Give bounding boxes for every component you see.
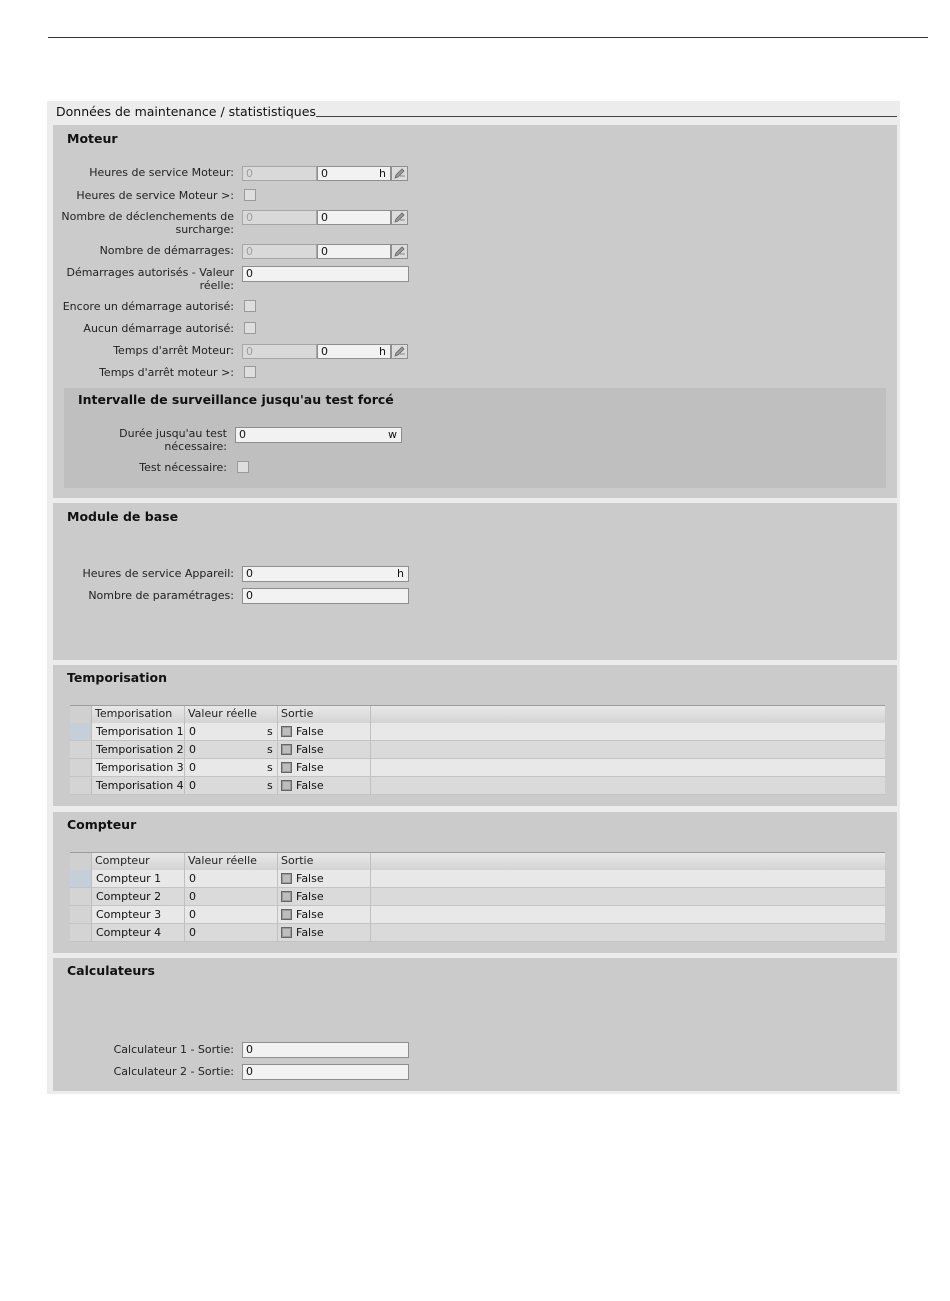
unit-hours: h <box>379 167 386 180</box>
row-header[interactable] <box>70 723 92 740</box>
column-separator <box>370 723 371 740</box>
column-separator <box>370 888 371 905</box>
output-indicator-icon <box>281 873 292 884</box>
heures-service-moteur-value: 0 <box>321 167 328 180</box>
col-header-sortie[interactable]: Sortie <box>281 707 314 720</box>
timer-name: Temporisation 2 <box>96 743 184 756</box>
counter-output: False <box>296 872 324 885</box>
edit-declenchements-button[interactable] <box>391 210 408 225</box>
counter-output: False <box>296 926 324 939</box>
edit-demarrages-button[interactable] <box>391 244 408 259</box>
column-separator <box>277 870 278 887</box>
counter-value: 0 <box>189 890 196 903</box>
row-header[interactable] <box>70 759 92 776</box>
section-module-base <box>53 503 897 660</box>
duree-test-field[interactable] <box>235 427 402 443</box>
timer-unit: s <box>267 779 273 792</box>
column-separator <box>370 777 371 794</box>
heures-service-moteur-gt-checkbox[interactable] <box>244 189 256 201</box>
table-row[interactable] <box>70 888 885 906</box>
edit-pencil-icon <box>394 168 406 179</box>
column-separator <box>184 853 185 871</box>
compteur-table-header <box>70 852 885 872</box>
table-row[interactable] <box>70 723 885 741</box>
column-separator <box>277 888 278 905</box>
table-row[interactable] <box>70 741 885 759</box>
heures-service-moteur-input[interactable] <box>317 166 391 181</box>
edit-pencil-icon <box>394 212 406 223</box>
label-heures-service-moteur-gt: Heures de service Moteur >: <box>76 189 234 202</box>
output-indicator-icon <box>281 927 292 938</box>
edit-pencil-icon <box>394 246 406 257</box>
label-test-necessaire: Test nécessaire: <box>139 461 227 474</box>
compteur-table <box>70 852 885 941</box>
column-separator <box>370 741 371 758</box>
output-indicator-icon <box>281 762 292 773</box>
timer-output: False <box>296 761 324 774</box>
edit-heures-service-button[interactable] <box>391 166 408 181</box>
column-separator <box>277 706 278 724</box>
timer-unit: s <box>267 761 273 774</box>
counter-name: Compteur 3 <box>96 908 162 921</box>
demarrages-readonly: 0 <box>242 244 317 259</box>
heures-service-moteur-readonly: 0 <box>242 166 317 181</box>
timer-output: False <box>296 725 324 738</box>
test-necessaire-checkbox[interactable] <box>237 461 249 473</box>
top-divider <box>48 37 928 38</box>
column-separator <box>184 759 185 776</box>
column-separator <box>277 759 278 776</box>
timer-name: Temporisation 3 <box>96 761 184 774</box>
column-separator <box>370 924 371 941</box>
duree-test-value: 0 <box>239 428 246 441</box>
column-separator <box>184 723 185 740</box>
section-temporisation-title: Temporisation <box>67 670 167 685</box>
row-header[interactable] <box>70 741 92 758</box>
subsection-intervalle-title: Intervalle de surveillance jusqu'au test forcé <box>78 392 394 407</box>
encore-un-demarrage-checkbox[interactable] <box>244 300 256 312</box>
counter-name: Compteur 4 <box>96 926 162 939</box>
col-header-valeur-reelle[interactable]: Valeur réelle <box>188 854 257 867</box>
panel-title-rule <box>316 116 897 117</box>
temps-arret-moteur-gt-checkbox[interactable] <box>244 366 256 378</box>
calculateur-1-field[interactable]: 0 <box>242 1042 409 1058</box>
nombre-parametrages-field[interactable]: 0 <box>242 588 409 604</box>
output-indicator-icon <box>281 744 292 755</box>
column-separator <box>277 906 278 923</box>
label-declenchements-line2: surcharge: <box>175 222 234 236</box>
heures-service-appareil-value: 0 <box>246 567 253 580</box>
row-header[interactable] <box>70 888 92 905</box>
column-separator <box>184 777 185 794</box>
counter-name: Compteur 1 <box>96 872 162 885</box>
row-header[interactable] <box>70 870 92 887</box>
demarrages-autorises-field[interactable]: 0 <box>242 266 409 282</box>
label-heures-service-moteur: Heures de service Moteur: <box>89 166 234 179</box>
timer-name: Temporisation 1 <box>96 725 184 738</box>
temporisation-table-header <box>70 705 885 725</box>
column-separator <box>277 777 278 794</box>
unit-hours: h <box>379 345 386 358</box>
col-header-compteur[interactable]: Compteur <box>95 854 150 867</box>
row-header[interactable] <box>70 777 92 794</box>
column-separator <box>370 759 371 776</box>
label-duree-test-line2: nécessaire: <box>164 439 227 453</box>
column-separator <box>370 906 371 923</box>
temporisation-table <box>70 705 885 794</box>
table-row[interactable] <box>70 777 885 795</box>
heures-service-appareil-field[interactable] <box>242 566 409 582</box>
label-temps-arret-moteur: Temps d'arrêt Moteur: <box>113 344 234 357</box>
timer-value: 0 <box>189 743 196 756</box>
edit-temps-arret-button[interactable] <box>391 344 408 359</box>
column-separator <box>370 853 371 871</box>
output-indicator-icon <box>281 909 292 920</box>
edit-pencil-icon <box>394 346 406 357</box>
label-temps-arret-moteur-gt: Temps d'arrêt moteur >: <box>99 366 234 379</box>
section-calculateurs-title: Calculateurs <box>67 963 155 978</box>
output-indicator-icon <box>281 780 292 791</box>
label-declenchements <box>61 211 234 236</box>
col-header-temporisation[interactable]: Temporisation <box>95 707 173 720</box>
output-indicator-icon <box>281 726 292 737</box>
col-header-sortie[interactable]: Sortie <box>281 854 314 867</box>
unit-hours: h <box>397 567 404 580</box>
label-heures-service-appareil: Heures de service Appareil: <box>82 567 234 580</box>
label-demarrages: Nombre de démarrages: <box>99 244 234 257</box>
header-corner <box>70 706 92 724</box>
timer-value: 0 <box>189 725 196 738</box>
label-calculateur-2: Calculateur 2 - Sortie: <box>113 1065 234 1078</box>
label-aucun-demarrage: Aucun démarrage autorisé: <box>83 322 234 335</box>
column-separator <box>277 924 278 941</box>
label-demarrages-autorises <box>66 267 234 292</box>
counter-value: 0 <box>189 926 196 939</box>
timer-unit: s <box>267 743 273 756</box>
label-duree-test-line1: Durée jusqu'au test <box>119 427 227 440</box>
timer-value: 0 <box>189 779 196 792</box>
demarrages-input[interactable]: 0 <box>317 244 391 259</box>
declenchements-readonly: 0 <box>242 210 317 225</box>
calculateur-2-field[interactable]: 0 <box>242 1064 409 1080</box>
column-separator <box>184 924 185 941</box>
column-separator <box>370 706 371 724</box>
output-indicator-icon <box>281 891 292 902</box>
column-separator <box>184 906 185 923</box>
label-calculateur-1: Calculateur 1 - Sortie: <box>113 1043 234 1056</box>
col-header-valeur-reelle[interactable]: Valeur réelle <box>188 707 257 720</box>
label-demarrages-autorises-line1: Démarrages autorisés - Valeur <box>66 266 234 279</box>
label-nombre-parametrages: Nombre de paramétrages: <box>88 589 234 602</box>
temps-arret-moteur-readonly: 0 <box>242 344 317 359</box>
panel-title: Données de maintenance / statististiques <box>56 104 316 119</box>
timer-unit: s <box>267 725 273 738</box>
timer-output: False <box>296 743 324 756</box>
table-row[interactable] <box>70 906 885 924</box>
counter-value: 0 <box>189 908 196 921</box>
timer-value: 0 <box>189 761 196 774</box>
label-encore-un-demarrage: Encore un démarrage autorisé: <box>62 300 234 313</box>
temps-arret-moteur-input[interactable] <box>317 344 391 359</box>
counter-value: 0 <box>189 872 196 885</box>
table-row[interactable] <box>70 759 885 777</box>
label-demarrages-autorises-line2: réelle: <box>199 278 234 292</box>
table-row[interactable] <box>70 924 885 942</box>
temps-arret-moteur-value: 0 <box>321 345 328 358</box>
column-separator <box>370 870 371 887</box>
counter-output: False <box>296 890 324 903</box>
label-declenchements-line1: Nombre de déclenchements de <box>61 210 234 223</box>
unit-weeks: w <box>388 428 397 441</box>
column-separator <box>184 706 185 724</box>
column-separator <box>184 870 185 887</box>
counter-output: False <box>296 908 324 921</box>
declenchements-input[interactable]: 0 <box>317 210 391 225</box>
column-separator <box>184 741 185 758</box>
table-row[interactable] <box>70 870 885 888</box>
column-separator <box>277 723 278 740</box>
column-separator <box>277 853 278 871</box>
label-duree-test <box>119 428 227 453</box>
header-corner <box>70 853 92 871</box>
section-moteur-title: Moteur <box>67 131 118 146</box>
counter-name: Compteur 2 <box>96 890 162 903</box>
timer-output: False <box>296 779 324 792</box>
timer-name: Temporisation 4 <box>96 779 184 792</box>
section-compteur-title: Compteur <box>67 817 137 832</box>
row-header[interactable] <box>70 924 92 941</box>
column-separator <box>184 888 185 905</box>
section-module-base-title: Module de base <box>67 509 179 524</box>
aucun-demarrage-checkbox[interactable] <box>244 322 256 334</box>
column-separator <box>277 741 278 758</box>
row-header[interactable] <box>70 906 92 923</box>
